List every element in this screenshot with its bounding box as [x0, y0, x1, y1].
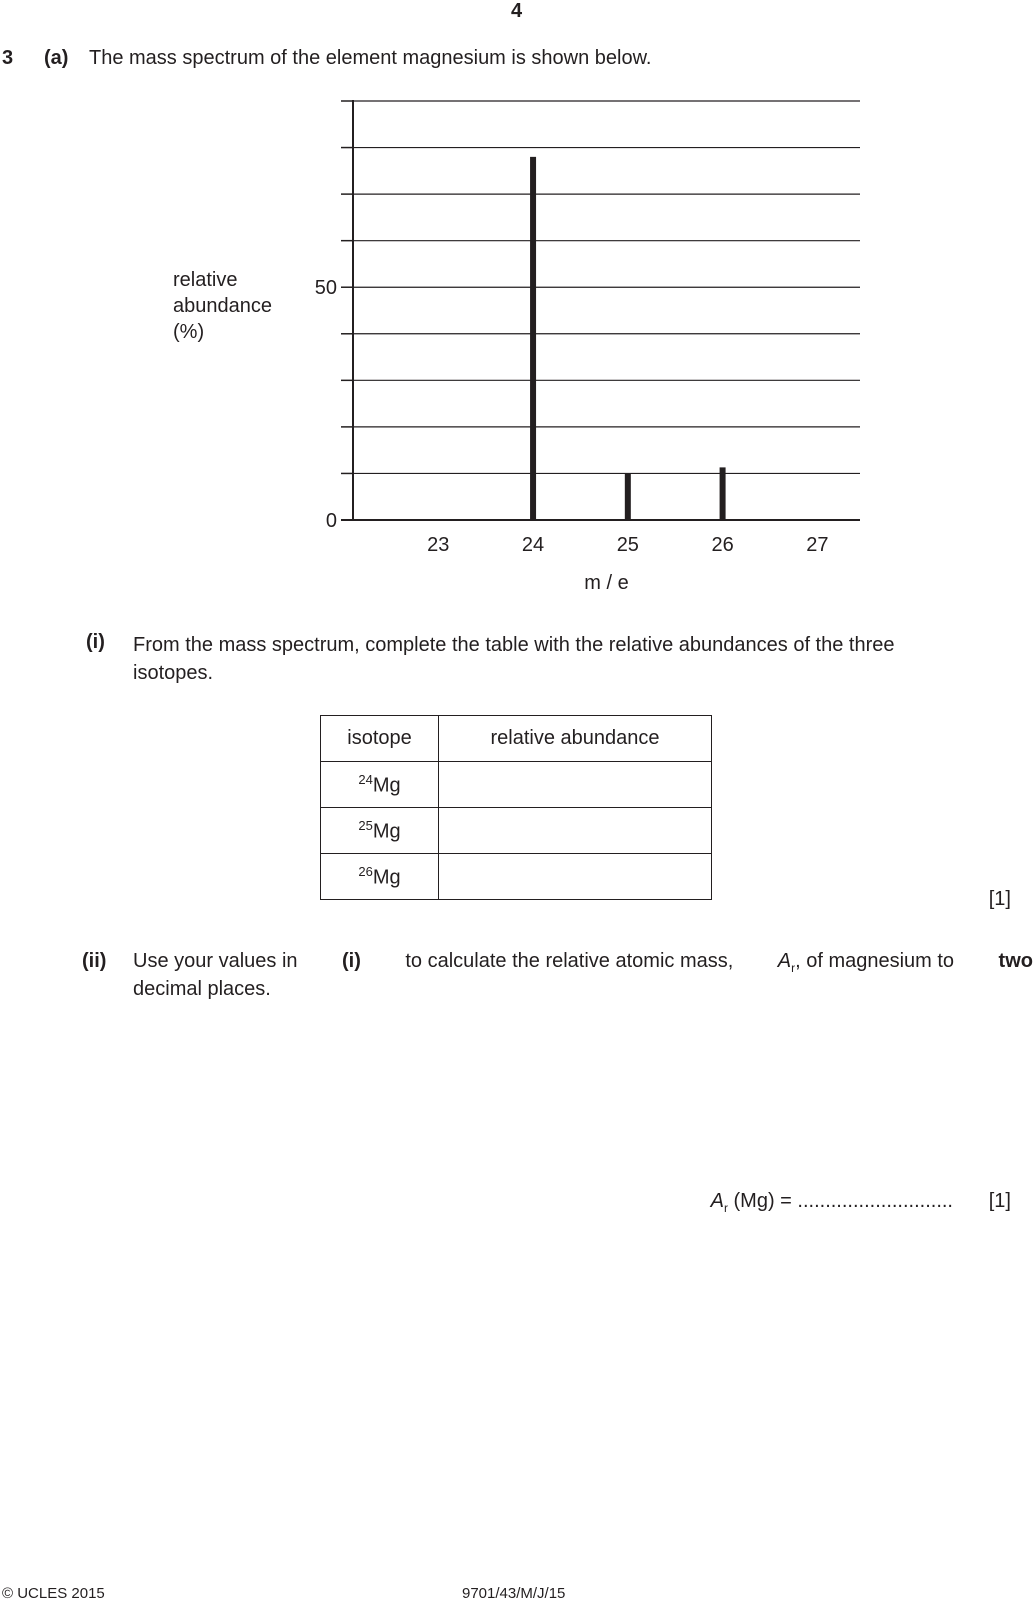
footer-code: 9701/43/M/J/15	[462, 1585, 566, 1602]
answer-text: (Mg) = ............................	[727, 1190, 953, 1212]
y-axis-label-line: abundance	[173, 295, 272, 317]
spectrum-peak	[625, 473, 631, 520]
mass-number: 25	[358, 817, 373, 833]
part-ii-ar	[778, 950, 954, 975]
part-ii-ref: (i)	[342, 950, 361, 972]
table-row	[321, 762, 712, 808]
isotope-table	[320, 715, 712, 900]
table-header-row	[321, 716, 712, 762]
question-part-label: (a)	[44, 47, 69, 69]
isotope-cell	[321, 854, 439, 900]
part-i-label: (i)	[86, 631, 105, 653]
answer-line[interactable]	[711, 1190, 953, 1215]
isotope-cell	[321, 808, 439, 854]
x-tick-label: 25	[616, 534, 639, 556]
y-tick-label: 50	[314, 277, 337, 300]
part-ii-text-line2: decimal places.	[133, 978, 271, 1000]
element-symbol: Mg	[372, 774, 401, 797]
y-axis-label-line: relative	[173, 269, 238, 291]
mass-number: 26	[358, 863, 373, 879]
x-tick-label: 26	[711, 534, 734, 556]
answer-subscript: r	[723, 1201, 728, 1215]
page-number: 4	[510, 0, 523, 22]
mass-spectrum-chart	[0, 0, 1033, 620]
spectrum-peak	[530, 157, 536, 520]
x-tick-label: 27	[806, 534, 829, 556]
part-ii-mark: [1]	[988, 1190, 1011, 1212]
answer-symbol: A	[710, 1190, 724, 1212]
x-axis-label: m / e	[584, 572, 629, 594]
ar-symbol: A	[777, 950, 792, 972]
x-tick-label: 23	[427, 534, 450, 556]
table-row	[321, 808, 712, 854]
part-ii-bold-word: two	[998, 950, 1033, 972]
abundance-answer-cell[interactable]	[439, 808, 712, 854]
y-axis-label-line: (%)	[173, 321, 205, 343]
footer-copyright: © UCLES 2015	[2, 1585, 105, 1602]
part-i-mark: [1]	[988, 888, 1011, 910]
isotope-cell	[321, 762, 439, 808]
mass-number: 24	[358, 771, 373, 787]
ar-subscript: r	[791, 961, 796, 975]
table-header-abundance: relative abundance	[439, 716, 712, 762]
question-number: 3	[2, 47, 14, 69]
element-symbol: Mg	[372, 820, 401, 843]
part-i-text-line2: isotopes.	[133, 662, 214, 684]
part-ii-word: , of magnesium to	[795, 950, 955, 972]
question-stem: The mass spectrum of the element magnesium is shown below.	[89, 47, 652, 69]
part-ii-label: (ii)	[82, 950, 107, 972]
x-tick-label: 24	[521, 534, 545, 556]
y-tick-label: 0	[325, 510, 337, 532]
part-ii-word: to calculate the relative atomic mass,	[405, 950, 734, 972]
table-header-isotope: isotope	[321, 716, 439, 762]
abundance-answer-cell[interactable]	[439, 762, 712, 808]
part-ii-text-line1	[133, 950, 1033, 975]
element-symbol: Mg	[372, 866, 401, 889]
table-row	[321, 854, 712, 900]
part-i-text-line1: From the mass spectrum, complete the table with the relative abundances of the three	[133, 634, 895, 656]
abundance-answer-cell[interactable]	[439, 854, 712, 900]
spectrum-peak	[720, 467, 726, 520]
part-ii-word: Use your values in	[133, 950, 298, 972]
